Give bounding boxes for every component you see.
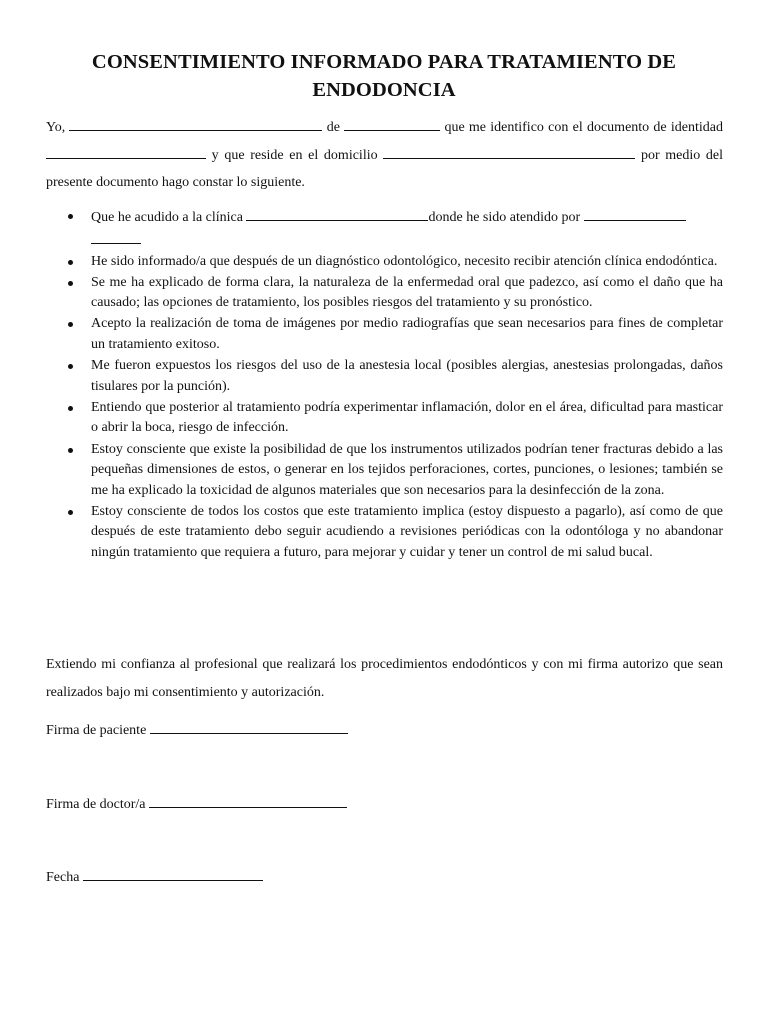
list-item (91, 502, 723, 564)
attended-text: donde he sido atendido por (428, 210, 581, 225)
address-blank[interactable] (383, 144, 635, 159)
intro-resido: y que reside en el domicilio (211, 147, 378, 163)
intro-yo: Yo, (46, 120, 66, 135)
doctor-signature-label: Firma de doctor/a (46, 797, 146, 812)
doctor-signature-line (46, 793, 347, 815)
patient-signature-line (46, 719, 348, 741)
bullet-icon (68, 281, 73, 286)
doctor-name-blank-continued[interactable] (91, 229, 141, 244)
bullet-icon (68, 510, 73, 515)
name-blank[interactable] (69, 116, 322, 131)
list-item (91, 398, 723, 439)
list-item (91, 314, 723, 355)
patient-signature-label: Firma de paciente (46, 723, 147, 738)
patient-signature-field[interactable] (150, 719, 348, 734)
bullet-icon (68, 406, 73, 411)
document-title: CONSENTIMIENTO INFORMADO PARA TRATAMIENTO DE ENDODONCIA (91, 51, 677, 101)
statement-text: Estoy consciente de todos los costos que este tratamiento implica (estoy dispuesto a pagarlo), así como de que después de este tratamiento debo seguir acudiendo a revisiones periódicas con la odontóloga y no abandonar ningún tratamiento que requiera a futuro, para mejorar y cuidar y tener un control de mi salud bucal. (91, 503, 723, 560)
bullet-icon (68, 448, 73, 453)
clinic-blank[interactable] (246, 206, 428, 221)
id-number-blank[interactable] (46, 144, 206, 159)
date-label: Fecha (46, 870, 80, 885)
statement-text: Me fueron expuestos los riesgos del uso de la anestesia local (posibles alergias, anestesias prolongadas, daños tisulares por la punción). (91, 358, 723, 394)
origin-blank[interactable] (344, 116, 440, 131)
list-item (91, 273, 723, 314)
bullet-icon (68, 322, 73, 327)
list-item (91, 206, 723, 251)
statement-text: He sido informado/a que después de un diagnóstico odontológico, necesito recibir atención clínica endodóntica. (91, 253, 718, 269)
intro-por: por medio del presente documento hago constar lo siguiente. (46, 147, 724, 190)
clinic-text: Que he acudido a la clínica (91, 210, 243, 225)
list-item (91, 356, 723, 397)
bullet-icon (68, 260, 73, 265)
list-item (91, 440, 723, 502)
doctor-signature-field[interactable] (149, 793, 347, 808)
intro-paragraph (46, 114, 723, 197)
statement-text: Entiendo que posterior al tratamiento podría experimentar inflamación, dolor en el área, dificultad para masticar o abrir la boca, riesgo de infección. (91, 399, 723, 436)
intro-de: de (326, 120, 340, 135)
date-field[interactable] (83, 866, 263, 881)
closing-paragraph: Extiendo mi confianza al profesional que realizará los procedimientos endodónticos y con mi firma autorizo que sean realizados bajo mi consentimiento y autorización. (46, 657, 723, 700)
bullet-icon (68, 214, 73, 219)
list-item (91, 252, 723, 273)
statement-text: Estoy consciente que existe la posibilidad de que los instrumentos utilizados podrían tener fracturas debido a las pequeñas dimensiones de estos, o generar en los tejidos perforaciones, cortes, punciones, o lesiones; también se me ha explicado la toxicidad de algunos materiales que son necesarios para la desinfección de la zona. (91, 441, 723, 498)
statement-text: Se me ha explicado de forma clara, la naturaleza de la enfermedad oral que padezco, así como el daño que ha causado; las opciones de tratamiento, los posibles riesgos del tratamiento y su pronóstico. (91, 274, 723, 311)
statement-text: Acepto la realización de toma de imágenes por medio radiografías que sean necesarios para fines de completar un tratamiento exitoso. (91, 316, 723, 353)
date-line (46, 866, 263, 888)
consent-statements-list (0, 206, 768, 564)
intro-identifico: que me identifico con el documento de identidad (444, 120, 723, 135)
bullet-icon (68, 364, 73, 369)
doctor-name-blank[interactable] (584, 206, 686, 221)
